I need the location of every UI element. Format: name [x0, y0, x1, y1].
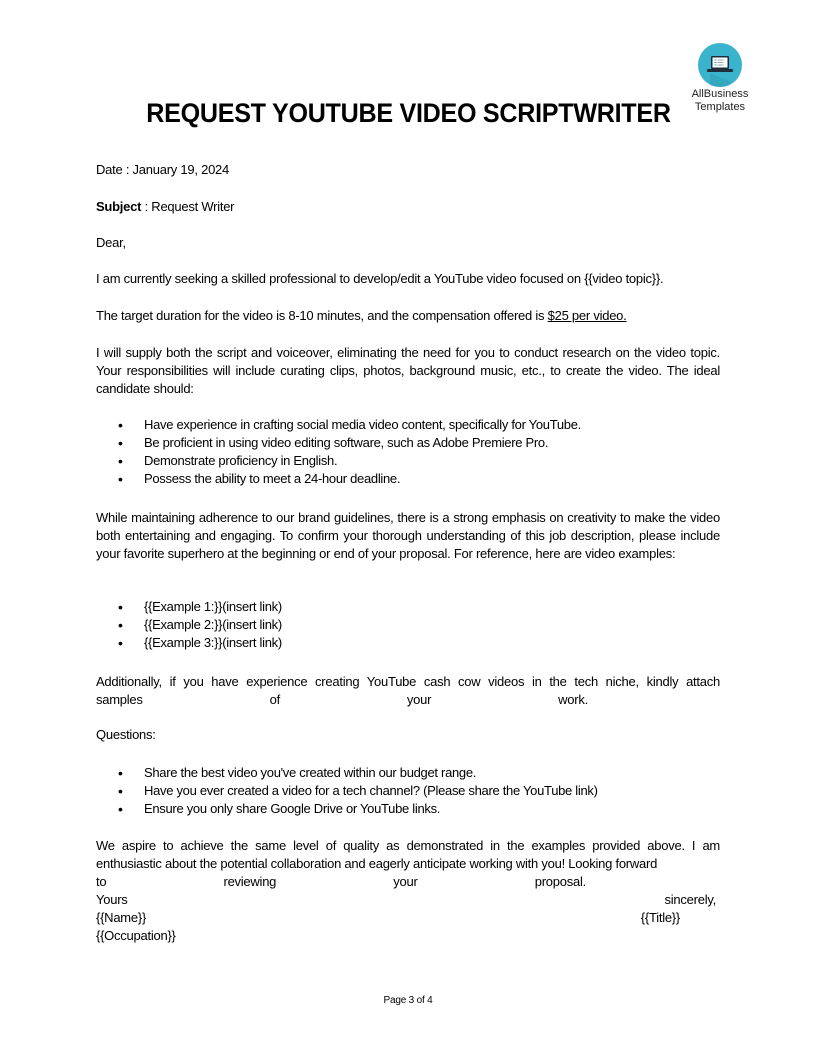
list-item: • Be proficient in using video editing software, such as Adobe Premiere Pro. [96, 434, 581, 452]
logo-text-line2: Templates [694, 101, 746, 113]
list-item: • {{Example 2:}}(insert link) [96, 616, 282, 634]
name-title-line [96, 909, 680, 927]
list-item: • Possess the ability to meet a 24-hour deadline. [96, 470, 581, 488]
list-item: • Demonstrate proficiency in English. [96, 452, 581, 470]
paragraph-additionally-line1: Additionally, if you have experience creating YouTube cash cow videos in the tech niche, kindly attach [96, 674, 720, 689]
yours-text: Yours [96, 892, 128, 907]
document-title: REQUEST YOUTUBE VIDEO SCRIPTWRITER [146, 98, 671, 128]
paragraph-intro: I am currently seeking a skilled professional to develop/edit a YouTube video focused on {{video topic}}. [96, 271, 664, 286]
list-item: • Share the best video you've created within our budget range. [96, 764, 598, 782]
word: of [269, 692, 280, 707]
subject-line [96, 198, 720, 216]
word: to [96, 874, 107, 889]
examples-list [96, 598, 282, 652]
subject-value: : Request Writer [141, 199, 235, 214]
word: your [406, 692, 432, 707]
list-item: • {{Example 3:}}(insert link) [96, 634, 282, 652]
paragraph-duration [96, 307, 720, 325]
word: reviewing [223, 874, 277, 889]
paragraph-guidelines: While maintaining adherence to our brand guidelines, there is a strong emphasis on creativity to make the video both entertaining and engaging. To confirm your thorough understanding of this job description, please include your favorite superhero at the beginning or end of your proposal. For reference, here are video examples: [96, 510, 720, 561]
paragraph-additionally-line2 [96, 691, 588, 709]
occupation-placeholder: {{Occupation}} [96, 928, 176, 943]
compensation-amount: $25 per video. [547, 308, 627, 323]
word: proposal. [534, 874, 586, 889]
date-line: Date : January 19, 2024 [96, 162, 230, 177]
page-number: Page 3 of 4 [383, 995, 433, 1006]
list-item: • Ensure you only share Google Drive or YouTube links. [96, 800, 598, 818]
questions-heading: Questions: [96, 727, 156, 742]
list-item: • Have you ever created a video for a tech channel? (Please share the YouTube link) [96, 782, 598, 800]
logo-text-line1: AllBusiness [691, 88, 749, 100]
duration-text: The target duration for the video is 8-10 minutes, and the compensation offered is [96, 308, 548, 323]
name-placeholder: {{Name}} [96, 910, 147, 925]
sincerely-text: sincerely, [664, 892, 716, 907]
greeting: Dear, [96, 235, 126, 250]
requirements-list [96, 416, 581, 488]
closing-line3 [96, 873, 586, 891]
sign-off-line [96, 891, 716, 909]
title-placeholder: {{Title}} [640, 910, 680, 925]
paragraph-responsibilities: I will supply both the script and voiceover, eliminating the need for you to conduct research on the video topic. Your responsibilities will include curating clips, photos, background music, etc., to create the video. The ideal candidate should: [96, 345, 720, 396]
word: work. [558, 692, 588, 707]
questions-list [96, 764, 598, 818]
word: samples [96, 692, 143, 707]
list-item: • {{Example 1:}}(insert link) [96, 598, 282, 616]
closing-paragraph: We aspire to achieve the same level of quality as demonstrated in the examples provided above. I am enthusiastic about the potential collaboration and eagerly anticipate working with you! Looking forward [96, 838, 720, 871]
list-item: • Have experience in crafting social media video content, specifically for YouTube. [96, 416, 581, 434]
laptop-icon [698, 43, 742, 87]
subject-label: Subject [96, 199, 142, 214]
word: your [393, 874, 418, 889]
